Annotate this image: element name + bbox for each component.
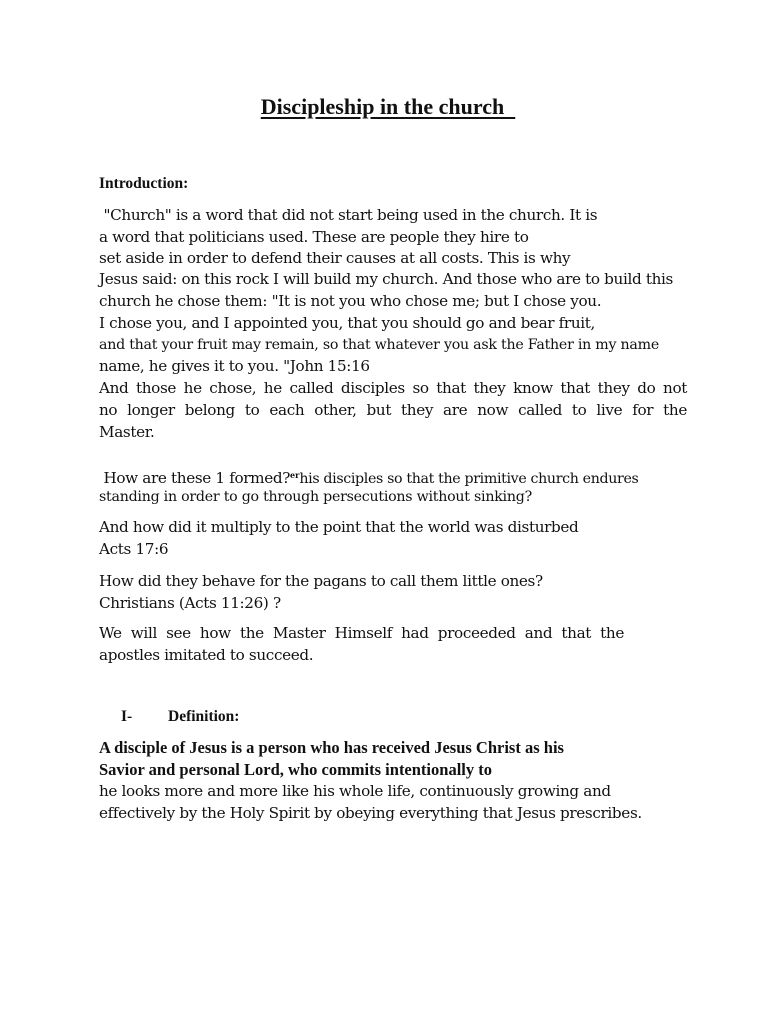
introduction-heading: Introduction: xyxy=(99,175,189,192)
section-number: I- xyxy=(121,708,133,725)
question1-part1: How are these 1 formed? xyxy=(99,469,291,487)
intro-line: "Church" is a word that did not start being used in the church. It is xyxy=(99,206,598,224)
disciples-line: Master. xyxy=(99,423,155,441)
question1-line xyxy=(99,465,638,489)
definition-line: effectively by the Holy Spirit by obeying everything that Jesus prescribes. xyxy=(99,804,642,822)
disciples-line: And those he chose, he called disciples so that they know that they do not xyxy=(99,379,687,397)
superscript: er xyxy=(290,470,300,480)
conclusion-line: apostles imitated to succeed. xyxy=(99,646,314,664)
question1-part2: his disciples so that the primitive church endures xyxy=(299,471,639,487)
intro-line: name, he gives it to you. "John 15:16 xyxy=(99,357,370,375)
document-title: Discipleship in the church xyxy=(260,94,516,119)
definition-bold-line: Savior and personal Lord, who commits intentionally to xyxy=(99,760,492,779)
question3-line: Christians (Acts 11:26) ? xyxy=(99,594,281,612)
question1-line2: standing in order to go through persecutions without sinking? xyxy=(99,489,532,505)
intro-line: I chose you, and I appointed you, that you should go and bear fruit, xyxy=(99,314,596,332)
disciples-line: no longer belong to each other, but they are now called to live for the xyxy=(99,401,687,419)
intro-line: Jesus said: on this rock I will build my church. And those who are to build this xyxy=(99,270,673,288)
intro-line: and that your fruit may remain, so that whatever you ask the Father in my name xyxy=(99,337,659,353)
question2-line: Acts 17:6 xyxy=(99,540,169,558)
conclusion-line: We will see how the Master Himself had proceeded and that the xyxy=(99,624,624,642)
definition-bold-line: A disciple of Jesus is a person who has received Jesus Christ as his xyxy=(99,738,564,757)
question3-line: How did they behave for the pagans to call them little ones? xyxy=(99,572,543,590)
intro-line: church he chose them: "It is not you who chose me; but I chose you. xyxy=(99,292,602,310)
intro-line: a word that politicians used. These are people they hire to xyxy=(99,228,529,246)
intro-line: set aside in order to defend their causes at all costs. This is why xyxy=(99,249,571,267)
section-title: Definition: xyxy=(168,708,240,725)
question2-line: And how did it multiply to the point that the world was disturbed xyxy=(99,518,579,536)
definition-line: he looks more and more like his whole life, continuously growing and xyxy=(99,782,611,800)
